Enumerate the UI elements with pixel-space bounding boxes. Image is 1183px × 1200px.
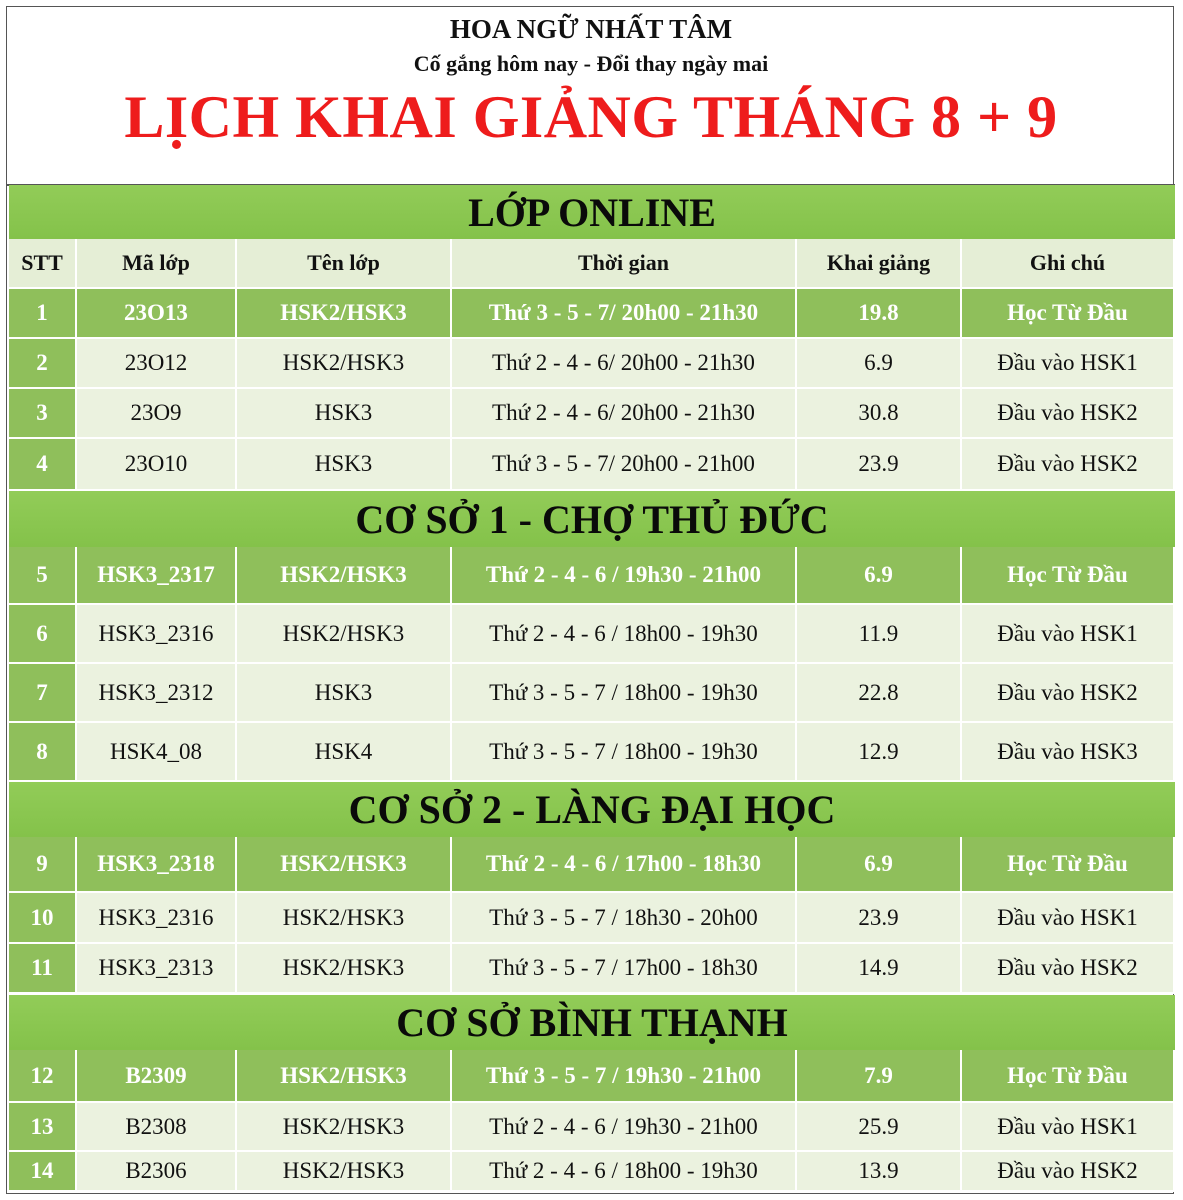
cell-code: 23O9 (77, 389, 237, 439)
cell-name: HSK2/HSK3 (237, 1050, 452, 1103)
cell-time: Thứ 3 - 5 - 7 / 17h00 - 18h30 (452, 944, 797, 994)
cell-time: Thứ 3 - 5 - 7/ 20h00 - 21h00 (452, 439, 797, 491)
poster-header (7, 7, 1175, 185)
slogan: Cố gắng hôm nay - Đổi thay ngày mai (413, 51, 769, 76)
cell-time: Thứ 3 - 5 - 7/ 20h00 - 21h30 (452, 289, 797, 339)
cell-stt: 2 (9, 339, 77, 389)
schedule-table-binh-thanh (9, 1050, 1175, 1192)
table-row (9, 605, 1175, 664)
cell-start: 6.9 (797, 339, 962, 389)
cell-code: HSK3_2312 (77, 664, 237, 723)
table-row (9, 439, 1175, 491)
cell-note: Đầu vào HSK1 (962, 339, 1175, 389)
cell-time: Thứ 3 - 5 - 7 / 18h00 - 19h30 (452, 723, 797, 782)
cell-code: HSK3_2313 (77, 944, 237, 994)
cell-time: Thứ 2 - 4 - 6 / 17h00 - 18h30 (452, 837, 797, 893)
cell-start: 13.9 (797, 1152, 962, 1192)
cell-stt: 8 (9, 723, 77, 782)
cell-name: HSK2/HSK3 (237, 289, 452, 339)
table-row (9, 723, 1175, 782)
section-title-co-so-1 (9, 491, 1175, 547)
cell-note: Đầu vào HSK2 (962, 439, 1175, 491)
cell-stt: 12 (9, 1050, 77, 1103)
section-title-online (9, 185, 1175, 239)
table-row (9, 664, 1175, 723)
table-row (9, 547, 1175, 605)
cell-code: HSK3_2317 (77, 547, 237, 605)
cell-start: 6.9 (797, 547, 962, 605)
cell-note: Đầu vào HSK1 (962, 893, 1175, 944)
cell-note: Đầu vào HSK3 (962, 723, 1175, 782)
cell-start: 30.8 (797, 389, 962, 439)
cell-stt: 9 (9, 837, 77, 893)
cell-start: 23.9 (797, 439, 962, 491)
cell-time: Thứ 3 - 5 - 7 / 19h30 - 21h00 (452, 1050, 797, 1103)
column-header-row (9, 239, 1175, 289)
cell-stt: 10 (9, 893, 77, 944)
cell-note: Đầu vào HSK2 (962, 1152, 1175, 1192)
cell-time: Thứ 2 - 4 - 6 / 19h30 - 21h00 (452, 547, 797, 605)
cell-stt: 3 (9, 389, 77, 439)
cell-note: Học Từ Đầu (962, 837, 1175, 893)
cell-name: HSK4 (237, 723, 452, 782)
page-title: LỊCH KHAI GIẢNG THÁNG 8 + 9 (124, 84, 1058, 150)
section-heading: CƠ SỞ 2 - LÀNG ĐẠI HỌC (9, 782, 1175, 837)
col-header-start: Khai giảng (797, 239, 962, 289)
cell-note: Học Từ Đầu (962, 1050, 1175, 1103)
section-heading: LỚP ONLINE (9, 185, 1175, 239)
cell-time: Thứ 2 - 4 - 6/ 20h00 - 21h30 (452, 389, 797, 439)
cell-stt: 1 (9, 289, 77, 339)
cell-start: 7.9 (797, 1050, 962, 1103)
cell-code: B2306 (77, 1152, 237, 1192)
table-row (9, 289, 1175, 339)
cell-code: B2308 (77, 1103, 237, 1152)
cell-start: 14.9 (797, 944, 962, 994)
col-header-note: Ghi chú (962, 239, 1175, 289)
cell-note: Đầu vào HSK1 (962, 1103, 1175, 1152)
cell-note: Đầu vào HSK2 (962, 389, 1175, 439)
cell-time: Thứ 2 - 4 - 6 / 18h00 - 19h30 (452, 1152, 797, 1192)
cell-name: HSK2/HSK3 (237, 893, 452, 944)
schedule-table-co-so-2 (9, 837, 1175, 994)
table-row (9, 944, 1175, 994)
cell-name: HSK2/HSK3 (237, 1152, 452, 1192)
cell-start: 12.9 (797, 723, 962, 782)
cell-note: Học Từ Đầu (962, 289, 1175, 339)
table-row (9, 339, 1175, 389)
cell-stt: 7 (9, 664, 77, 723)
cell-code: 23O12 (77, 339, 237, 389)
schedule-poster (6, 6, 1174, 1194)
cell-time: Thứ 2 - 4 - 6 / 18h00 - 19h30 (452, 605, 797, 664)
section-heading: CƠ SỞ BÌNH THẠNH (9, 995, 1175, 1050)
org-name: HOA NGỮ NHẤT TÂM (449, 14, 733, 44)
cell-code: HSK3_2316 (77, 605, 237, 664)
cell-note: Đầu vào HSK2 (962, 664, 1175, 723)
cell-stt: 4 (9, 439, 77, 491)
cell-name: HSK3 (237, 664, 452, 723)
cell-note: Đầu vào HSK2 (962, 944, 1175, 994)
col-header-stt: STT (9, 239, 77, 289)
table-row (9, 1103, 1175, 1152)
cell-code: HSK3_2316 (77, 893, 237, 944)
schedule-table-co-so-1 (9, 547, 1175, 782)
cell-start: 22.8 (797, 664, 962, 723)
cell-start: 6.9 (797, 837, 962, 893)
section-heading: CƠ SỞ 1 - CHỢ THỦ ĐỨC (9, 491, 1175, 547)
cell-name: HSK2/HSK3 (237, 547, 452, 605)
cell-start: 25.9 (797, 1103, 962, 1152)
cell-name: HSK3 (237, 389, 452, 439)
cell-stt: 11 (9, 944, 77, 994)
cell-name: HSK2/HSK3 (237, 339, 452, 389)
section-title-co-so-2 (9, 782, 1175, 837)
cell-time: Thứ 2 - 4 - 6 / 19h30 - 21h00 (452, 1103, 797, 1152)
cell-time: Thứ 3 - 5 - 7 / 18h00 - 19h30 (452, 664, 797, 723)
table-row (9, 1152, 1175, 1192)
cell-name: HSK2/HSK3 (237, 1103, 452, 1152)
cell-stt: 6 (9, 605, 77, 664)
cell-start: 11.9 (797, 605, 962, 664)
col-header-time: Thời gian (452, 239, 797, 289)
cell-stt: 13 (9, 1103, 77, 1152)
cell-stt: 14 (9, 1152, 77, 1192)
cell-time: Thứ 2 - 4 - 6/ 20h00 - 21h30 (452, 339, 797, 389)
table-row (9, 1050, 1175, 1103)
cell-time: Thứ 3 - 5 - 7 / 18h30 - 20h00 (452, 893, 797, 944)
cell-note: Học Từ Đầu (962, 547, 1175, 605)
table-row (9, 389, 1175, 439)
cell-name: HSK3 (237, 439, 452, 491)
table-row (9, 893, 1175, 944)
cell-start: 19.8 (797, 289, 962, 339)
cell-note: Đầu vào HSK1 (962, 605, 1175, 664)
cell-code: 23O10 (77, 439, 237, 491)
cell-code: HSK4_08 (77, 723, 237, 782)
cell-name: HSK2/HSK3 (237, 837, 452, 893)
table-row (9, 837, 1175, 893)
cell-name: HSK2/HSK3 (237, 605, 452, 664)
cell-start: 23.9 (797, 893, 962, 944)
cell-name: HSK2/HSK3 (237, 944, 452, 994)
cell-code: B2309 (77, 1050, 237, 1103)
cell-stt: 5 (9, 547, 77, 605)
schedule-table-online (9, 239, 1175, 491)
col-header-name: Tên lớp (237, 239, 452, 289)
cell-code: HSK3_2318 (77, 837, 237, 893)
cell-code: 23O13 (77, 289, 237, 339)
section-title-binh-thanh (9, 995, 1175, 1050)
col-header-code: Mã lớp (77, 239, 237, 289)
